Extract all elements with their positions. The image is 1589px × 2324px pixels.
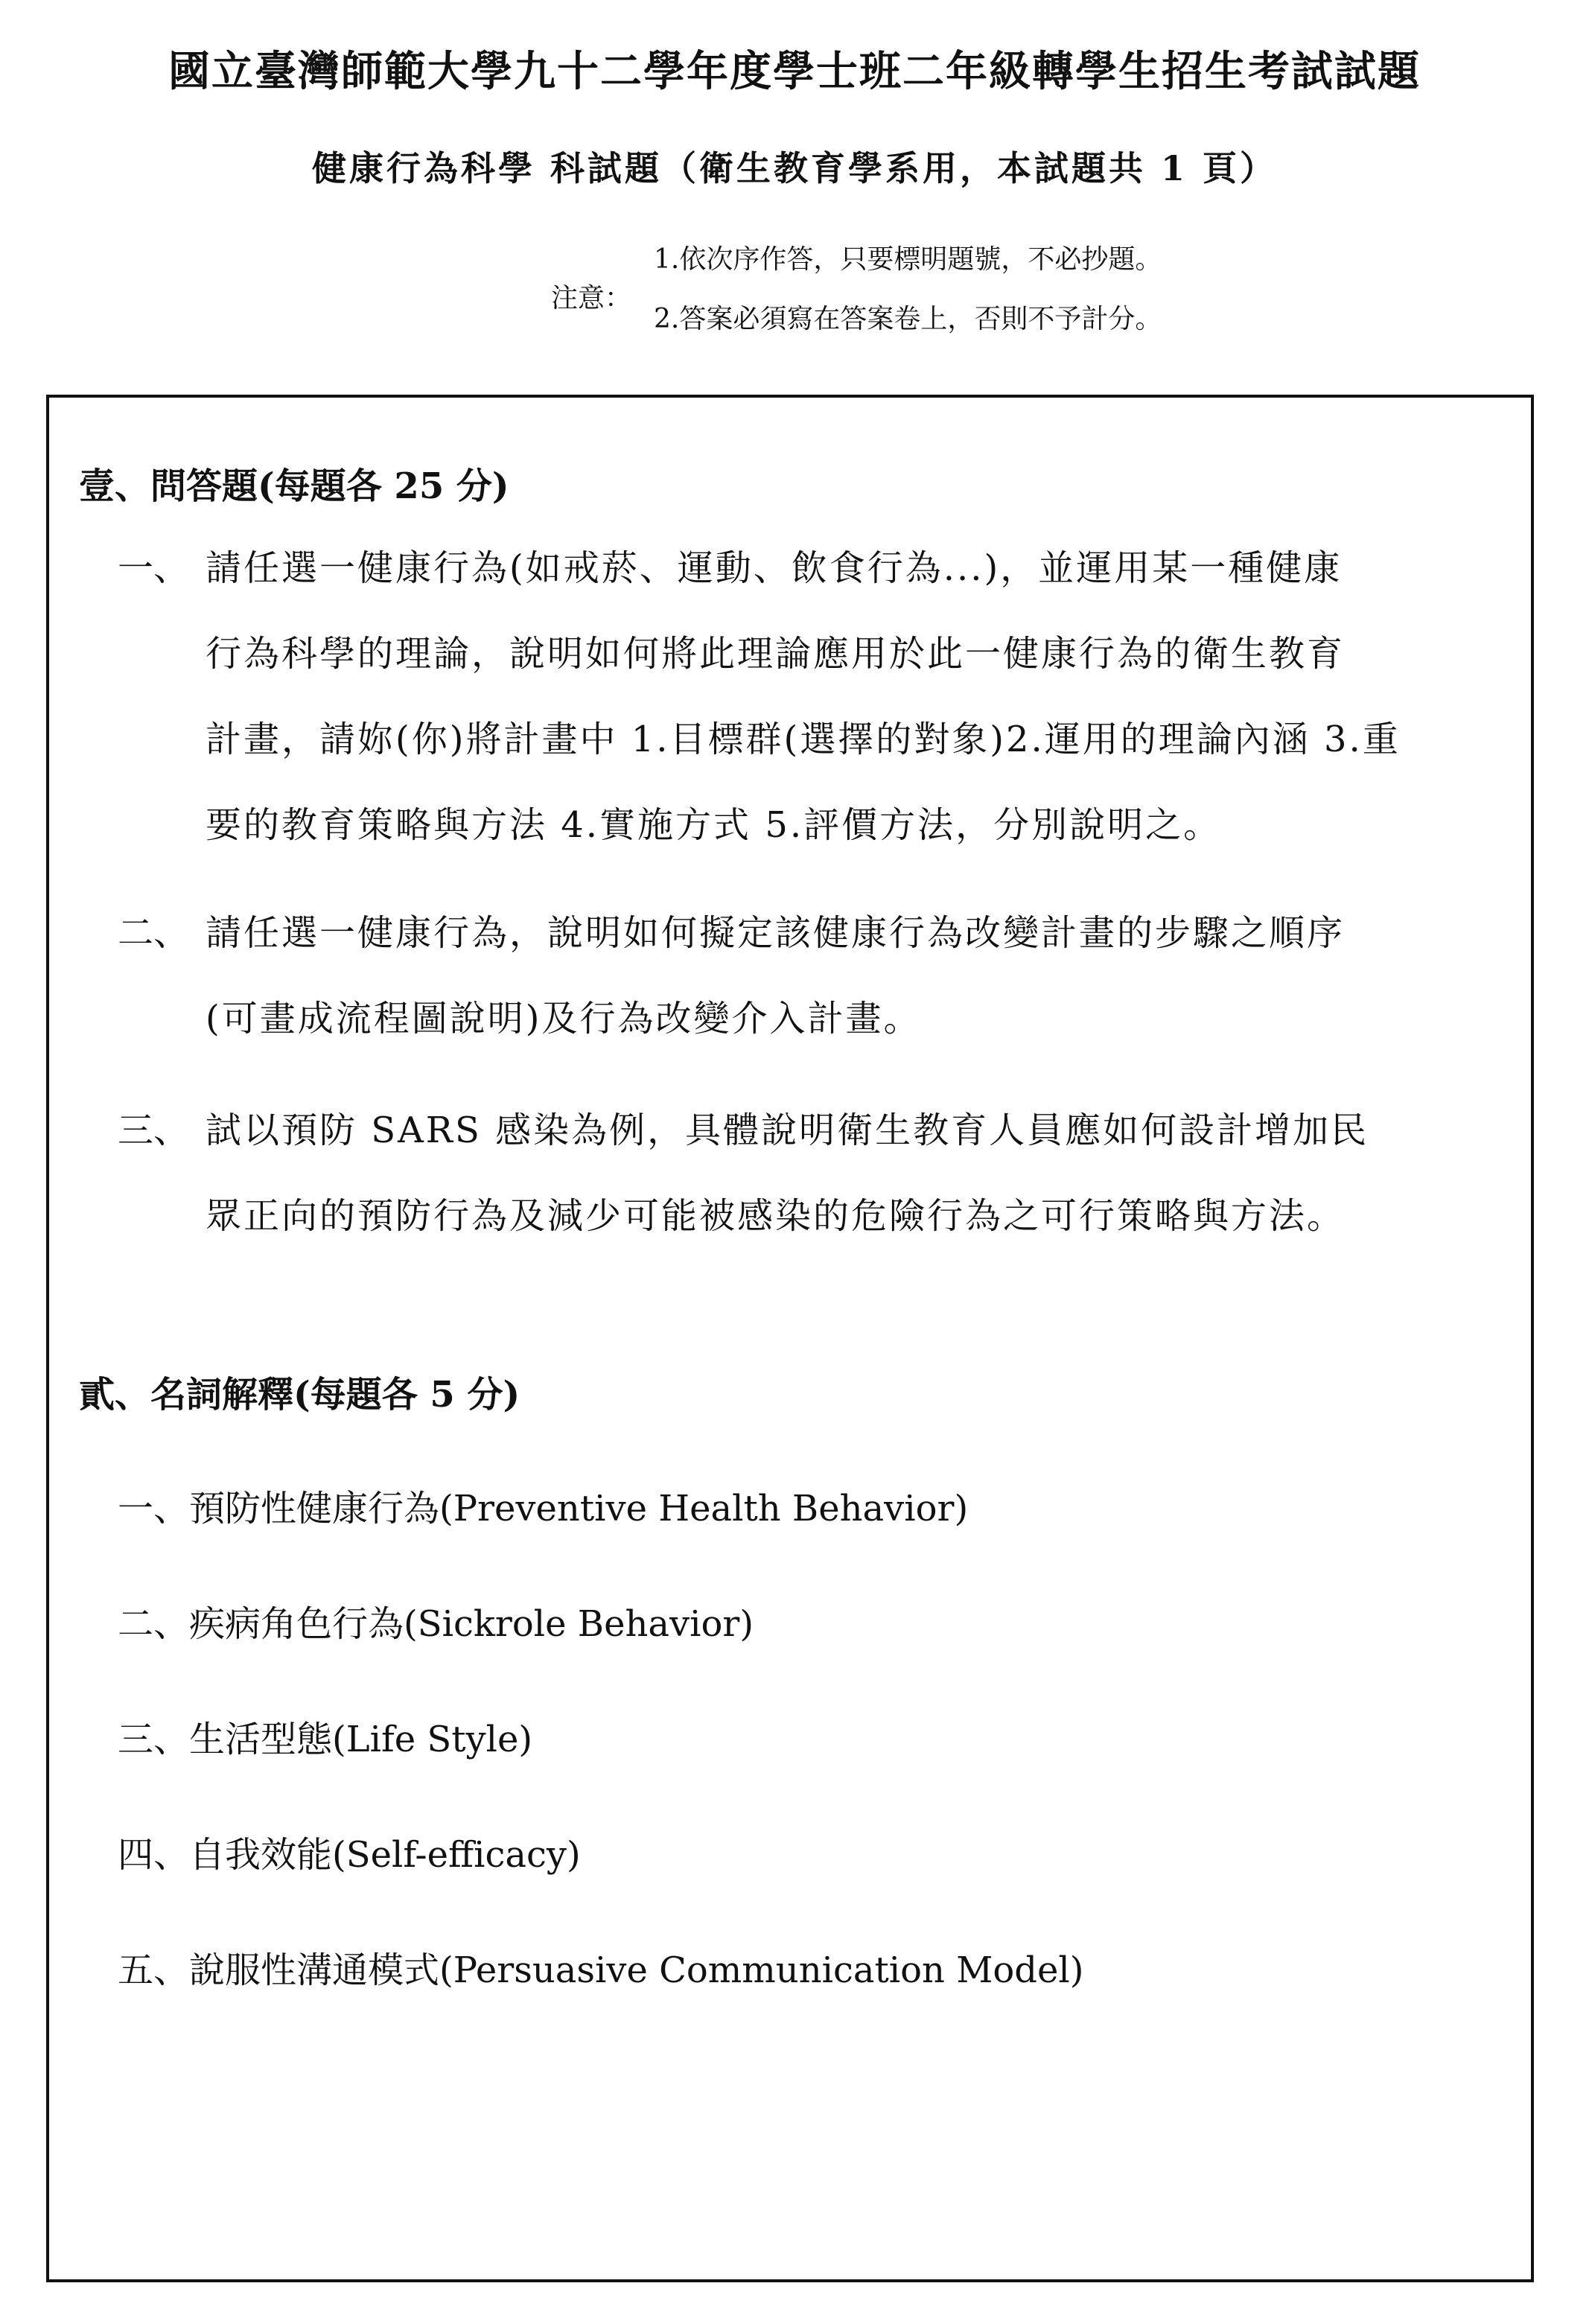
exam-title: 國立臺灣師範大學九十二學年度學士班二年級轉學生招生考試試題 <box>168 47 1421 96</box>
question-number: 一、 <box>118 547 190 589</box>
instruction-item: 2.答案必須寫在答案卷上，否則不予計分。 <box>654 304 1162 334</box>
instructions-label: 注意： <box>551 283 632 313</box>
exam-subtitle: 健康行為科學 科試題（衛生教育學系用，本試題共 1 頁） <box>311 148 1278 188</box>
question-line: 試以預防 SARS 感染為例，具體說明衛生教育人員應如何設計增加民 <box>206 1110 1369 1151</box>
term-item: 三、生活型態(Life Style) <box>118 1719 533 1760</box>
question-line: (可畫成流程圖說明)及行為改變介入計畫。 <box>206 998 922 1040</box>
instruction-item: 1.依次序作答，只要標明題號，不必抄題。 <box>654 244 1162 275</box>
instructions-block <box>551 238 1445 335</box>
term-item: 一、預防性健康行為(Preventive Health Behavior) <box>118 1488 969 1529</box>
term-item: 二、疾病角色行為(Sickrole Behavior) <box>118 1603 754 1645</box>
question-line: 行為科學的理論，說明如何將此理論應用於此一健康行為的衛生教育 <box>206 633 1346 675</box>
question-frame <box>46 395 1534 2282</box>
question-line: 眾正向的預防行為及減少可能被感染的危險行為之可行策略與方法。 <box>206 1195 1346 1237</box>
question-line: 計畫，請妳(你)將計畫中 1.目標群(選擇的對象)2.運用的理論內涵 3.重 <box>206 719 1401 760</box>
section-heading-essay: 壹、問答題(每題各 25 分) <box>79 465 509 507</box>
term-item: 五、說服性溝通模式(Persuasive Communication Model) <box>118 1949 1084 1991</box>
term-item: 四、自我效能(Self-efficacy) <box>118 1834 581 1876</box>
question-number: 三、 <box>118 1110 190 1151</box>
question-line: 請任選一健康行為(如戒菸、運動、飲食行為...)，並運用某一種健康 <box>206 547 1343 589</box>
question-number: 二、 <box>118 912 190 954</box>
question-line: 請任選一健康行為，說明如何擬定該健康行為改變計畫的步驟之順序 <box>206 912 1346 954</box>
question-line: 要的教育策略與方法 4.實施方式 5.評價方法，分別說明之。 <box>206 804 1222 846</box>
section-heading-terms: 貳、名詞解釋(每題各 5 分) <box>79 1374 520 1416</box>
